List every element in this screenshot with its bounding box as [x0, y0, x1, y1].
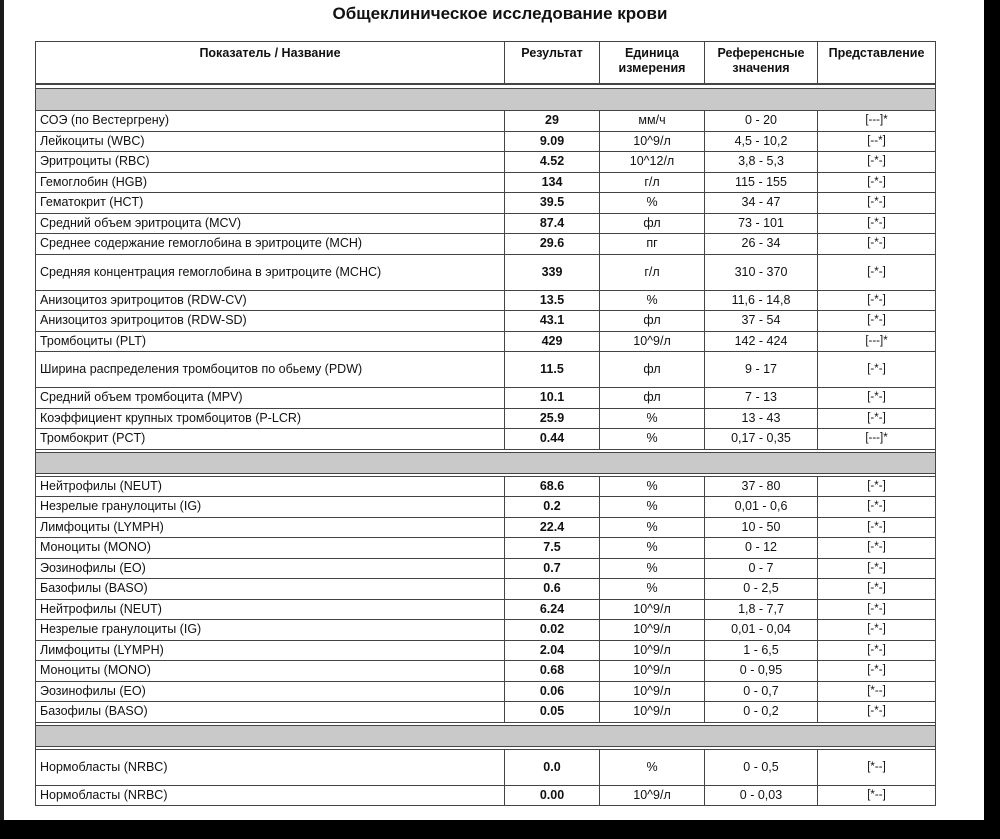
- section-header-bar: [36, 452, 936, 473]
- result-value: 7.5: [505, 538, 600, 559]
- range-indicator: [---]*: [818, 331, 936, 352]
- param-name: Средняя концентрация гемоглобина в эритроците (MCHC): [36, 254, 505, 290]
- unit-value: г/л: [600, 172, 705, 193]
- table-row: [36, 388, 936, 409]
- table-row: [36, 476, 936, 497]
- param-name: Гемоглобин (HGB): [36, 172, 505, 193]
- unit-value: фл: [600, 311, 705, 332]
- reference-range: 37 - 80: [705, 476, 818, 497]
- unit-value: %: [600, 408, 705, 429]
- reference-range: 142 - 424: [705, 331, 818, 352]
- reference-range: 26 - 34: [705, 234, 818, 255]
- unit-value: %: [600, 429, 705, 450]
- param-name: Базофилы (BASO): [36, 579, 505, 600]
- unit-value: г/л: [600, 254, 705, 290]
- range-indicator: [-*-]: [818, 538, 936, 559]
- param-name: Незрелые гранулоциты (IG): [36, 497, 505, 518]
- result-value: 4.52: [505, 152, 600, 173]
- page-title: Общеклиническое исследование крови: [332, 4, 668, 23]
- unit-value: %: [600, 193, 705, 214]
- param-name: Гематокрит (HCT): [36, 193, 505, 214]
- param-name: Нейтрофилы (NEUT): [36, 476, 505, 497]
- result-value: 29.6: [505, 234, 600, 255]
- table-body: [36, 84, 936, 806]
- reference-range: 34 - 47: [705, 193, 818, 214]
- range-indicator: [-*-]: [818, 702, 936, 723]
- reference-range: 0 - 0,95: [705, 661, 818, 682]
- result-value: 13.5: [505, 290, 600, 311]
- col-name-header: Показатель / Название: [36, 42, 505, 85]
- param-name: Анизоцитоз эритроцитов (RDW-CV): [36, 290, 505, 311]
- table-row: [36, 408, 936, 429]
- result-value: 43.1: [505, 311, 600, 332]
- range-indicator: [*--]: [818, 681, 936, 702]
- result-value: 10.1: [505, 388, 600, 409]
- table-row: [36, 111, 936, 132]
- param-name: Базофилы (BASO): [36, 702, 505, 723]
- param-name: Коэффициент крупных тромбоцитов (P-LCR): [36, 408, 505, 429]
- param-name: Нейтрофилы (NEUT): [36, 599, 505, 620]
- reference-range: 1,8 - 7,7: [705, 599, 818, 620]
- range-indicator: [-*-]: [818, 620, 936, 641]
- result-value: 29: [505, 111, 600, 132]
- reference-range: 3,8 - 5,3: [705, 152, 818, 173]
- table-row: [36, 254, 936, 290]
- unit-value: 10^9/л: [600, 661, 705, 682]
- reference-range: 13 - 43: [705, 408, 818, 429]
- unit-value: 10^12/л: [600, 152, 705, 173]
- range-indicator: [-*-]: [818, 311, 936, 332]
- table-header: [36, 42, 936, 85]
- range-indicator: [-*-]: [818, 172, 936, 193]
- table-row: [36, 749, 936, 785]
- section-header-bar: [36, 89, 936, 111]
- range-indicator: [-*-]: [818, 234, 936, 255]
- range-indicator: [-*-]: [818, 352, 936, 388]
- param-name: СОЭ (по Вестергрену): [36, 111, 505, 132]
- range-indicator: [-*-]: [818, 388, 936, 409]
- range-indicator: [-*-]: [818, 640, 936, 661]
- param-name: Средний объем тромбоцита (MPV): [36, 388, 505, 409]
- range-indicator: [*--]: [818, 785, 936, 806]
- unit-value: 10^9/л: [600, 640, 705, 661]
- table-row: [36, 352, 936, 388]
- reference-range: 115 - 155: [705, 172, 818, 193]
- result-value: 0.44: [505, 429, 600, 450]
- range-indicator: [---]*: [818, 111, 936, 132]
- result-value: 0.0: [505, 749, 600, 785]
- unit-value: %: [600, 579, 705, 600]
- reference-range: 310 - 370: [705, 254, 818, 290]
- unit-value: %: [600, 497, 705, 518]
- unit-value: 10^9/л: [600, 681, 705, 702]
- param-name: Средний объем эритроцита (MCV): [36, 213, 505, 234]
- range-indicator: [--*]: [818, 131, 936, 152]
- unit-value: 10^9/л: [600, 702, 705, 723]
- left-edge: [0, 0, 4, 839]
- reference-range: 0 - 0,7: [705, 681, 818, 702]
- unit-value: 10^9/л: [600, 785, 705, 806]
- param-name: Тромбокрит (PCT): [36, 429, 505, 450]
- result-value: 68.6: [505, 476, 600, 497]
- range-indicator: [-*-]: [818, 254, 936, 290]
- table-row: [36, 193, 936, 214]
- param-name: Незрелые гранулоциты (IG): [36, 620, 505, 641]
- result-value: 0.06: [505, 681, 600, 702]
- param-name: Эритроциты (RBC): [36, 152, 505, 173]
- result-value: 11.5: [505, 352, 600, 388]
- reference-range: 0 - 7: [705, 558, 818, 579]
- param-name: Лимфоциты (LYMPH): [36, 640, 505, 661]
- range-indicator: [*--]: [818, 749, 936, 785]
- col-unit-header: Единица измерения: [600, 42, 705, 85]
- reference-range: 7 - 13: [705, 388, 818, 409]
- reference-range: 0 - 0,2: [705, 702, 818, 723]
- param-name: Среднее содержание гемоглобина в эритроците (MCH): [36, 234, 505, 255]
- table-row: [36, 131, 936, 152]
- table-row: [36, 661, 936, 682]
- result-value: 87.4: [505, 213, 600, 234]
- result-value: 25.9: [505, 408, 600, 429]
- range-indicator: [-*-]: [818, 193, 936, 214]
- table-row: [36, 497, 936, 518]
- result-value: 2.04: [505, 640, 600, 661]
- param-name: Нормобласты (NRBC): [36, 785, 505, 806]
- result-value: 429: [505, 331, 600, 352]
- bottom-bar: [0, 820, 1000, 839]
- param-name: Тромбоциты (PLT): [36, 331, 505, 352]
- reference-range: 10 - 50: [705, 517, 818, 538]
- range-indicator: [-*-]: [818, 476, 936, 497]
- result-value: 0.05: [505, 702, 600, 723]
- unit-value: фл: [600, 352, 705, 388]
- result-value: 0.7: [505, 558, 600, 579]
- result-value: 39.5: [505, 193, 600, 214]
- unit-value: %: [600, 749, 705, 785]
- unit-value: %: [600, 558, 705, 579]
- result-value: 0.6: [505, 579, 600, 600]
- reference-range: 0 - 2,5: [705, 579, 818, 600]
- table-row: [36, 558, 936, 579]
- unit-value: 10^9/л: [600, 331, 705, 352]
- reference-range: 0 - 20: [705, 111, 818, 132]
- range-indicator: [-*-]: [818, 558, 936, 579]
- result-value: 22.4: [505, 517, 600, 538]
- table-row: [36, 620, 936, 641]
- unit-value: мм/ч: [600, 111, 705, 132]
- table-row: [36, 681, 936, 702]
- param-name: Моноциты (MONO): [36, 538, 505, 559]
- param-name: Эозинофилы (EO): [36, 558, 505, 579]
- param-name: Лейкоциты (WBC): [36, 131, 505, 152]
- reference-range: 37 - 54: [705, 311, 818, 332]
- table-row: [36, 785, 936, 806]
- unit-value: 10^9/л: [600, 131, 705, 152]
- table-row: [36, 331, 936, 352]
- table-row: [36, 213, 936, 234]
- param-name: Эозинофилы (EO): [36, 681, 505, 702]
- param-name: Анизоцитоз эритроцитов (RDW-SD): [36, 311, 505, 332]
- table-row: [36, 579, 936, 600]
- table-row: [36, 152, 936, 173]
- table-row: [36, 599, 936, 620]
- result-value: 0.02: [505, 620, 600, 641]
- param-name: Моноциты (MONO): [36, 661, 505, 682]
- unit-value: 10^9/л: [600, 620, 705, 641]
- col-reference-header: Референсные значения: [705, 42, 818, 85]
- table-row: [36, 290, 936, 311]
- range-indicator: [-*-]: [818, 599, 936, 620]
- range-indicator: [-*-]: [818, 290, 936, 311]
- table-row: [36, 702, 936, 723]
- range-indicator: [-*-]: [818, 579, 936, 600]
- table-row: [36, 429, 936, 450]
- range-indicator: [-*-]: [818, 497, 936, 518]
- table-row: [36, 640, 936, 661]
- right-edge: [984, 0, 1000, 839]
- unit-value: фл: [600, 213, 705, 234]
- reference-range: 0 - 12: [705, 538, 818, 559]
- range-indicator: [-*-]: [818, 408, 936, 429]
- col-view-header: Представление: [818, 42, 936, 85]
- table-row: [36, 517, 936, 538]
- result-value: 134: [505, 172, 600, 193]
- result-value: 0.68: [505, 661, 600, 682]
- section-header-bar: [36, 725, 936, 746]
- reference-range: 0 - 0,03: [705, 785, 818, 806]
- result-value: 339: [505, 254, 600, 290]
- range-indicator: [-*-]: [818, 661, 936, 682]
- unit-value: %: [600, 517, 705, 538]
- result-value: 0.00: [505, 785, 600, 806]
- table-row: [36, 234, 936, 255]
- unit-value: фл: [600, 388, 705, 409]
- table-row: [36, 172, 936, 193]
- reference-range: 1 - 6,5: [705, 640, 818, 661]
- reference-range: 11,6 - 14,8: [705, 290, 818, 311]
- reference-range: 0,01 - 0,04: [705, 620, 818, 641]
- unit-value: %: [600, 476, 705, 497]
- table-row: [36, 311, 936, 332]
- range-indicator: [-*-]: [818, 213, 936, 234]
- unit-value: %: [600, 290, 705, 311]
- reference-range: 4,5 - 10,2: [705, 131, 818, 152]
- param-name: Ширина распределения тромбоцитов по обьему (PDW): [36, 352, 505, 388]
- reference-range: 0,01 - 0,6: [705, 497, 818, 518]
- results-table: [35, 41, 936, 806]
- range-indicator: [---]*: [818, 429, 936, 450]
- range-indicator: [-*-]: [818, 517, 936, 538]
- range-indicator: [-*-]: [818, 152, 936, 173]
- unit-value: %: [600, 538, 705, 559]
- result-value: 6.24: [505, 599, 600, 620]
- param-name: Лимфоциты (LYMPH): [36, 517, 505, 538]
- result-value: 0.2: [505, 497, 600, 518]
- param-name: Нормобласты (NRBC): [36, 749, 505, 785]
- unit-value: 10^9/л: [600, 599, 705, 620]
- table-row: [36, 538, 936, 559]
- reference-range: 0 - 0,5: [705, 749, 818, 785]
- reference-range: 0,17 - 0,35: [705, 429, 818, 450]
- reference-range: 9 - 17: [705, 352, 818, 388]
- col-result-header: Результат: [505, 42, 600, 85]
- result-value: 9.09: [505, 131, 600, 152]
- reference-range: 73 - 101: [705, 213, 818, 234]
- unit-value: пг: [600, 234, 705, 255]
